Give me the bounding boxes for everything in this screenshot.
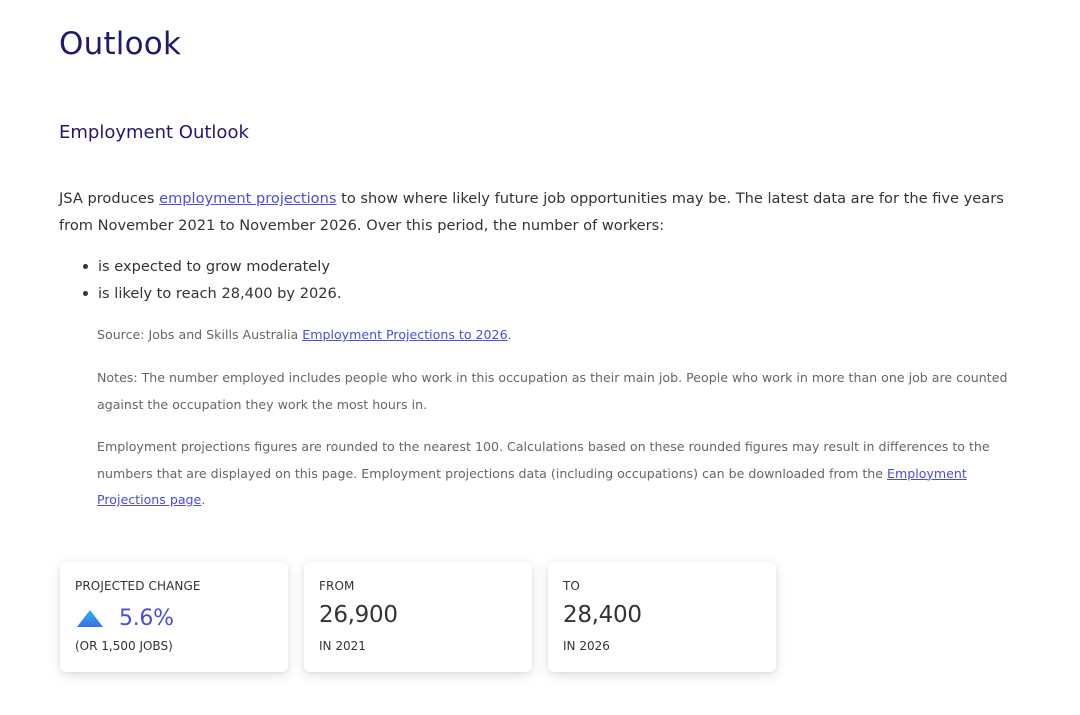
rounding-period: . bbox=[201, 492, 206, 507]
from-card bbox=[304, 562, 532, 672]
to-label: TO bbox=[563, 579, 580, 593]
projected-change-card bbox=[60, 562, 288, 672]
source-note bbox=[97, 322, 1022, 349]
rounding-note bbox=[97, 434, 1022, 514]
employment-projections-link[interactable]: employment projections bbox=[159, 190, 337, 207]
list-item: is expected to grow moderately bbox=[59, 253, 341, 280]
employment-projections-page-link[interactable]: Employment Projections page bbox=[97, 465, 967, 507]
source-period: . bbox=[507, 327, 512, 342]
to-year: IN 2026 bbox=[563, 639, 610, 653]
intro-text-before: JSA produces bbox=[59, 190, 160, 207]
page-title: Outlook bbox=[59, 26, 182, 62]
section-title: Employment Outlook bbox=[59, 122, 249, 143]
rounding-text: Employment projections figures are rounded to the nearest 100. Calculations based on these rounded figures may result in differences to the numbers that are displayed on this page. Employment projections data (including occupations) can be downloaded from the bbox=[97, 439, 990, 481]
to-value: 28,400 bbox=[563, 602, 642, 628]
triangle-up-icon bbox=[76, 608, 104, 628]
projected-change-jobs: (OR 1,500 JOBS) bbox=[75, 639, 173, 653]
projected-change-value: 5.6% bbox=[119, 605, 174, 631]
from-year: IN 2021 bbox=[319, 639, 366, 653]
intro-text-after: to show where likely future job opportunities may be. The latest data are for the five years from November 2021 to November 2026. Over this period, the number of workers: bbox=[59, 190, 1004, 234]
outlook-bullet-list bbox=[59, 253, 341, 307]
projected-change-row bbox=[75, 604, 174, 632]
from-label: FROM bbox=[319, 579, 355, 593]
intro-paragraph bbox=[59, 185, 1019, 239]
to-card bbox=[548, 562, 776, 672]
list-item: is likely to reach 28,400 by 2026. bbox=[59, 280, 341, 307]
notes-text: Notes: The number employed includes people who work in this occupation as their main job. People who work in more than one job are counted against the occupation they work the most hours in. bbox=[97, 370, 1008, 412]
from-value: 26,900 bbox=[319, 602, 398, 628]
projected-change-label: PROJECTED CHANGE bbox=[75, 579, 201, 593]
employment-projections-2026-link[interactable]: Employment Projections to 2026 bbox=[302, 327, 508, 342]
source-text: Source: Jobs and Skills Australia bbox=[97, 327, 303, 342]
